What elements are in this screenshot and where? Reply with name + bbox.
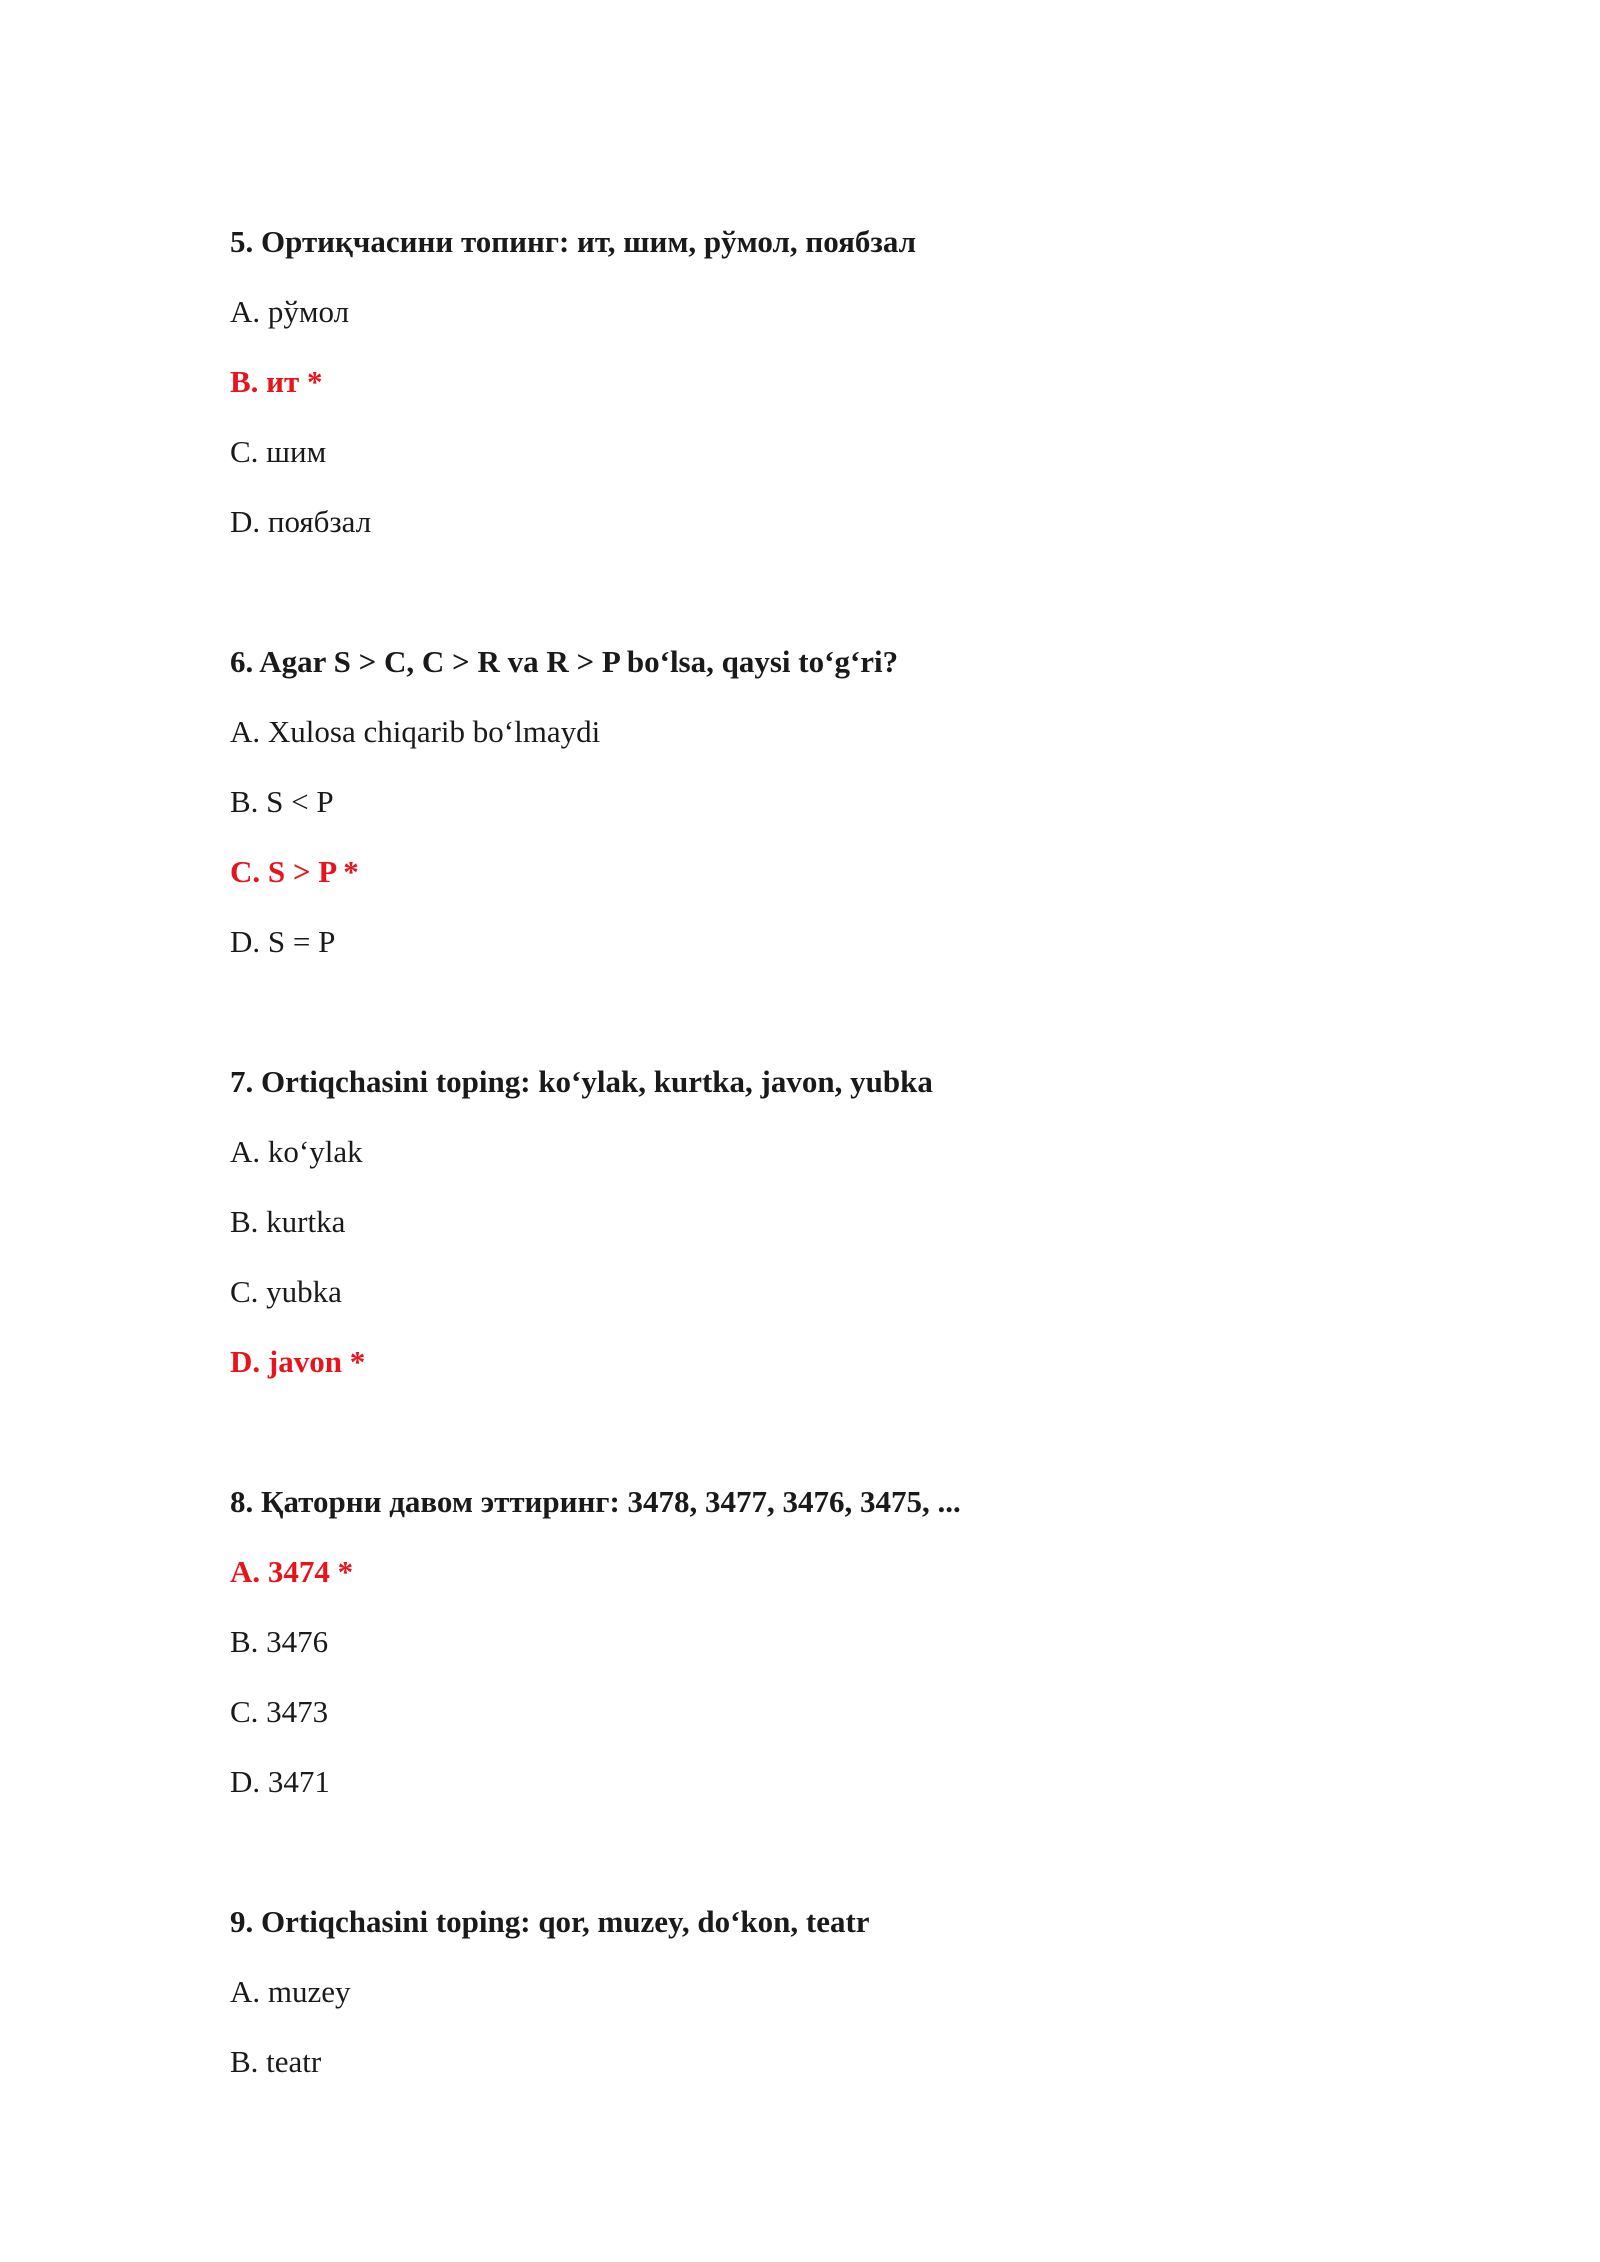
option-a: A. рўмол <box>230 294 350 329</box>
question-6 <box>230 642 1430 962</box>
option-b: B. kurtka <box>230 1204 346 1239</box>
option-a: A. ko‘ylak <box>230 1134 363 1169</box>
option-b-correct: B. ит * <box>230 364 323 399</box>
option-a: A. Xulosa chiqarib bo‘lmaydi <box>230 714 601 749</box>
question-7 <box>230 1062 1430 1382</box>
option-b: B. teatr <box>230 2044 322 2079</box>
option-b: B. 3476 <box>230 1624 329 1659</box>
question-title: 8. Қаторни давом эттиринг: 3478, 3477, 3476, 3475, ... <box>230 1484 961 1519</box>
option-c: C. 3473 <box>230 1694 329 1729</box>
option-d: D. поябзал <box>230 504 372 539</box>
option-d: D. 3471 <box>230 1764 330 1799</box>
question-5 <box>230 222 1430 542</box>
option-c: C. yubka <box>230 1274 342 1309</box>
option-d-correct: D. javon * <box>230 1344 366 1379</box>
option-c-correct: C. S > P * <box>230 854 359 889</box>
option-a: A. muzey <box>230 1974 351 2009</box>
question-title: 7. Ortiqchasini toping: ko‘ylak, kurtka, javon, yubka <box>230 1064 933 1099</box>
question-title: 9. Ortiqchasini toping: qor, muzey, do‘kon, teatr <box>230 1904 870 1939</box>
question-8 <box>230 1482 1430 1802</box>
question-title: 5. Ортиқчасини топинг: ит, шим, рўмол, поябзал <box>230 224 917 259</box>
question-9 <box>230 1902 1430 2082</box>
option-d: D. S = P <box>230 924 336 959</box>
option-b: B. S < P <box>230 784 334 819</box>
option-c: C. шим <box>230 434 327 469</box>
question-title: 6. Agar S > C, C > R va R > P bo‘lsa, qaysi to‘g‘ri? <box>230 644 899 679</box>
option-a-correct: A. 3474 * <box>230 1554 354 1589</box>
